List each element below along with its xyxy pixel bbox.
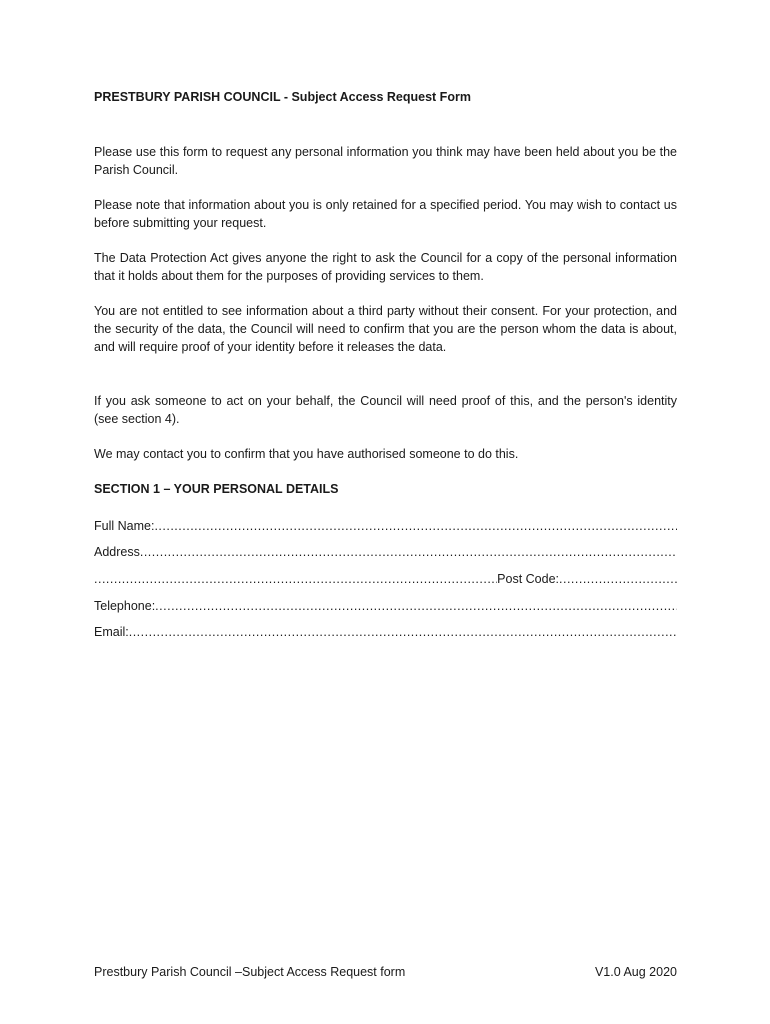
footer-version: V1.0 Aug 2020 (594, 965, 677, 979)
address-continuation-fill-line[interactable] (94, 570, 497, 588)
behalf-paragraph: If you ask someone to act on your behalf, the Council will need proof of this, and the person's identity (see section 4). (94, 394, 677, 426)
document-title: PRESTBURY PARISH COUNCIL - Subject Access Request Form (94, 90, 471, 104)
third-party-paragraph: You are not entitled to see information about a third party without their consent. For your protection, and the security of the data, the Council will need to confirm that you are the person whom the data is about, and will require proof of your identity before it releases the data. (94, 304, 677, 354)
telephone-label: Telephone: (94, 599, 156, 613)
email-label: Email: (94, 625, 129, 639)
post-code-label: Post Code: (497, 572, 559, 586)
data-protection-paragraph: The Data Protection Act gives anyone the right to ask the Council for a copy of the personal information that it holds about them for the purposes of providing services to them. (94, 251, 677, 283)
full-name-label: Full Name: (94, 519, 155, 533)
address-label: Address (94, 545, 140, 559)
post-code-fill-line[interactable] (559, 570, 677, 588)
full-name-field[interactable] (94, 517, 677, 535)
telephone-field[interactable] (94, 597, 677, 615)
section-1-heading: SECTION 1 – YOUR PERSONAL DETAILS (94, 482, 339, 496)
retention-paragraph: Please note that information about you is only retained for a specified period. You may wish to contact us before submitting your request. (94, 198, 677, 230)
telephone-fill-line[interactable] (155, 597, 677, 615)
full-name-fill-line[interactable] (154, 517, 677, 535)
address-field[interactable] (94, 543, 677, 561)
contact-paragraph: We may contact you to confirm that you have authorised someone to do this. (94, 447, 519, 461)
document-page (94, 0, 677, 1024)
email-field[interactable] (94, 623, 677, 641)
address-fill-line[interactable] (140, 543, 677, 561)
intro-paragraph: Please use this form to request any personal information you think may have been held about you be the Parish Council. (94, 145, 677, 177)
email-fill-line[interactable] (129, 623, 677, 641)
address-postcode-row[interactable] (94, 570, 677, 588)
footer-title: Prestbury Parish Council –Subject Access Request form (94, 965, 406, 979)
